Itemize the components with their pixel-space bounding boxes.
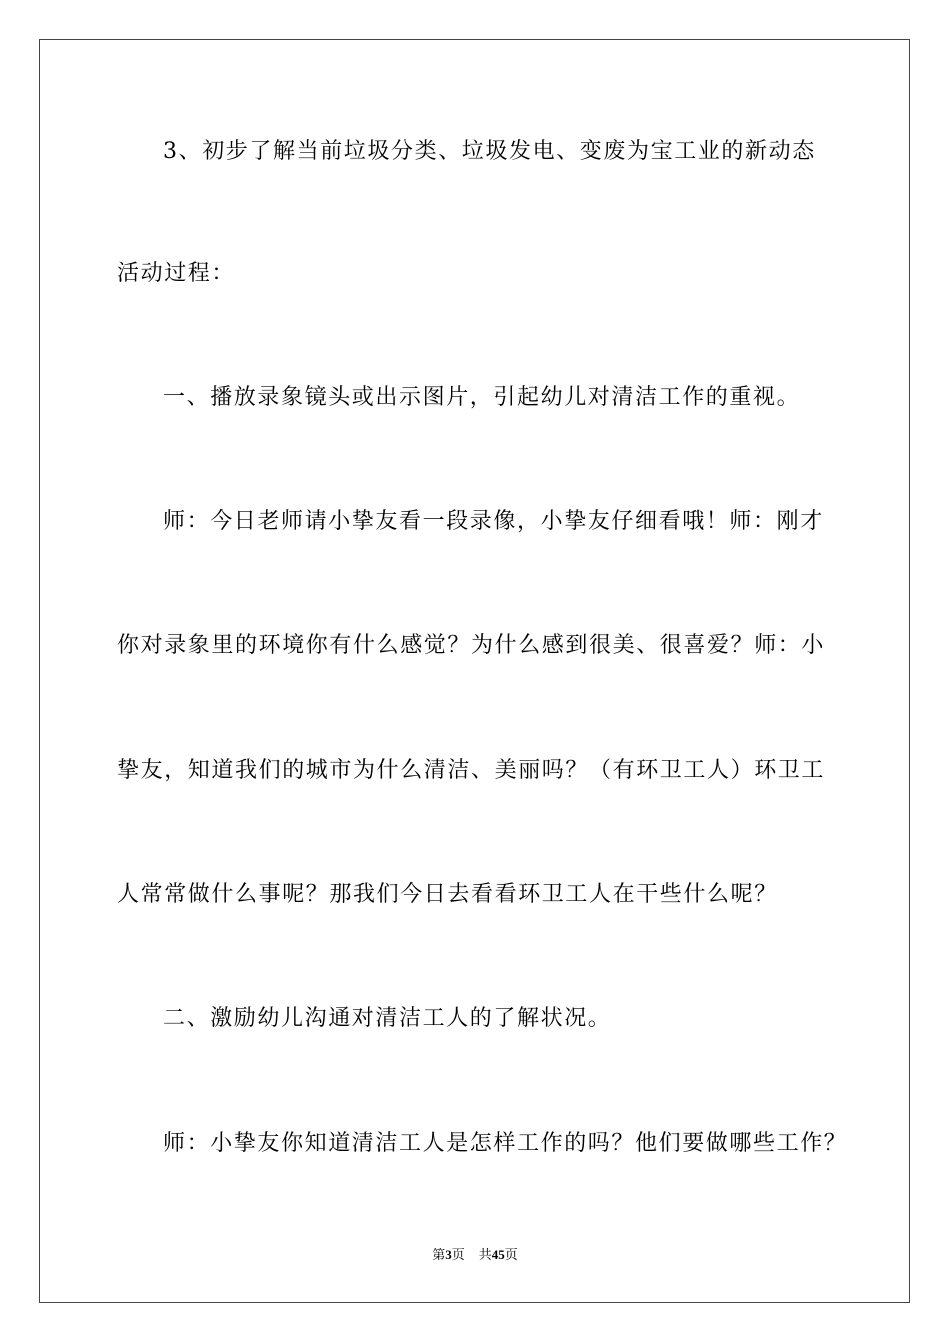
text-line-5: 你对录象里的环境你有什么感觉？为什么感到很美、很喜爱？师：小	[117, 633, 826, 658]
text-line-9: 师：小挚友你知道清洁工人是怎样工作的吗？他们要做哪些工作？	[163, 1131, 848, 1156]
text-line-3: 一、播放录象镜头或出示图片，引起幼儿对清洁工作的重视。	[163, 385, 801, 410]
text-line-8: 二、激励幼儿沟通对清洁工人的了解状况。	[163, 1006, 612, 1031]
page-prefix: 第	[432, 1248, 446, 1263]
total-prefix: 共	[478, 1248, 492, 1263]
text-line-6: 挚友，知道我们的城市为什么清洁、美丽吗？（有环卫工人）环卫工	[117, 758, 826, 783]
text-line-4: 师：今日老师请小挚友看一段录像，小挚友仔细看哦！师：刚才	[163, 509, 824, 534]
page-number: 3	[445, 1247, 452, 1262]
total-pages: 45	[491, 1247, 505, 1262]
page-suffix: 页	[451, 1248, 465, 1263]
text-line-1: 3、初步了解当前垃圾分类、垃圾发电、变废为宝工业的新动态	[163, 139, 816, 164]
text-line-7: 人常常做什么事呢？那我们今日去看看环卫工人在干些什么呢？	[117, 882, 778, 907]
page-border	[39, 39, 910, 1303]
text-line-2: 活动过程：	[117, 261, 236, 286]
total-suffix: 页	[504, 1248, 518, 1263]
page-footer	[0, 1246, 950, 1265]
